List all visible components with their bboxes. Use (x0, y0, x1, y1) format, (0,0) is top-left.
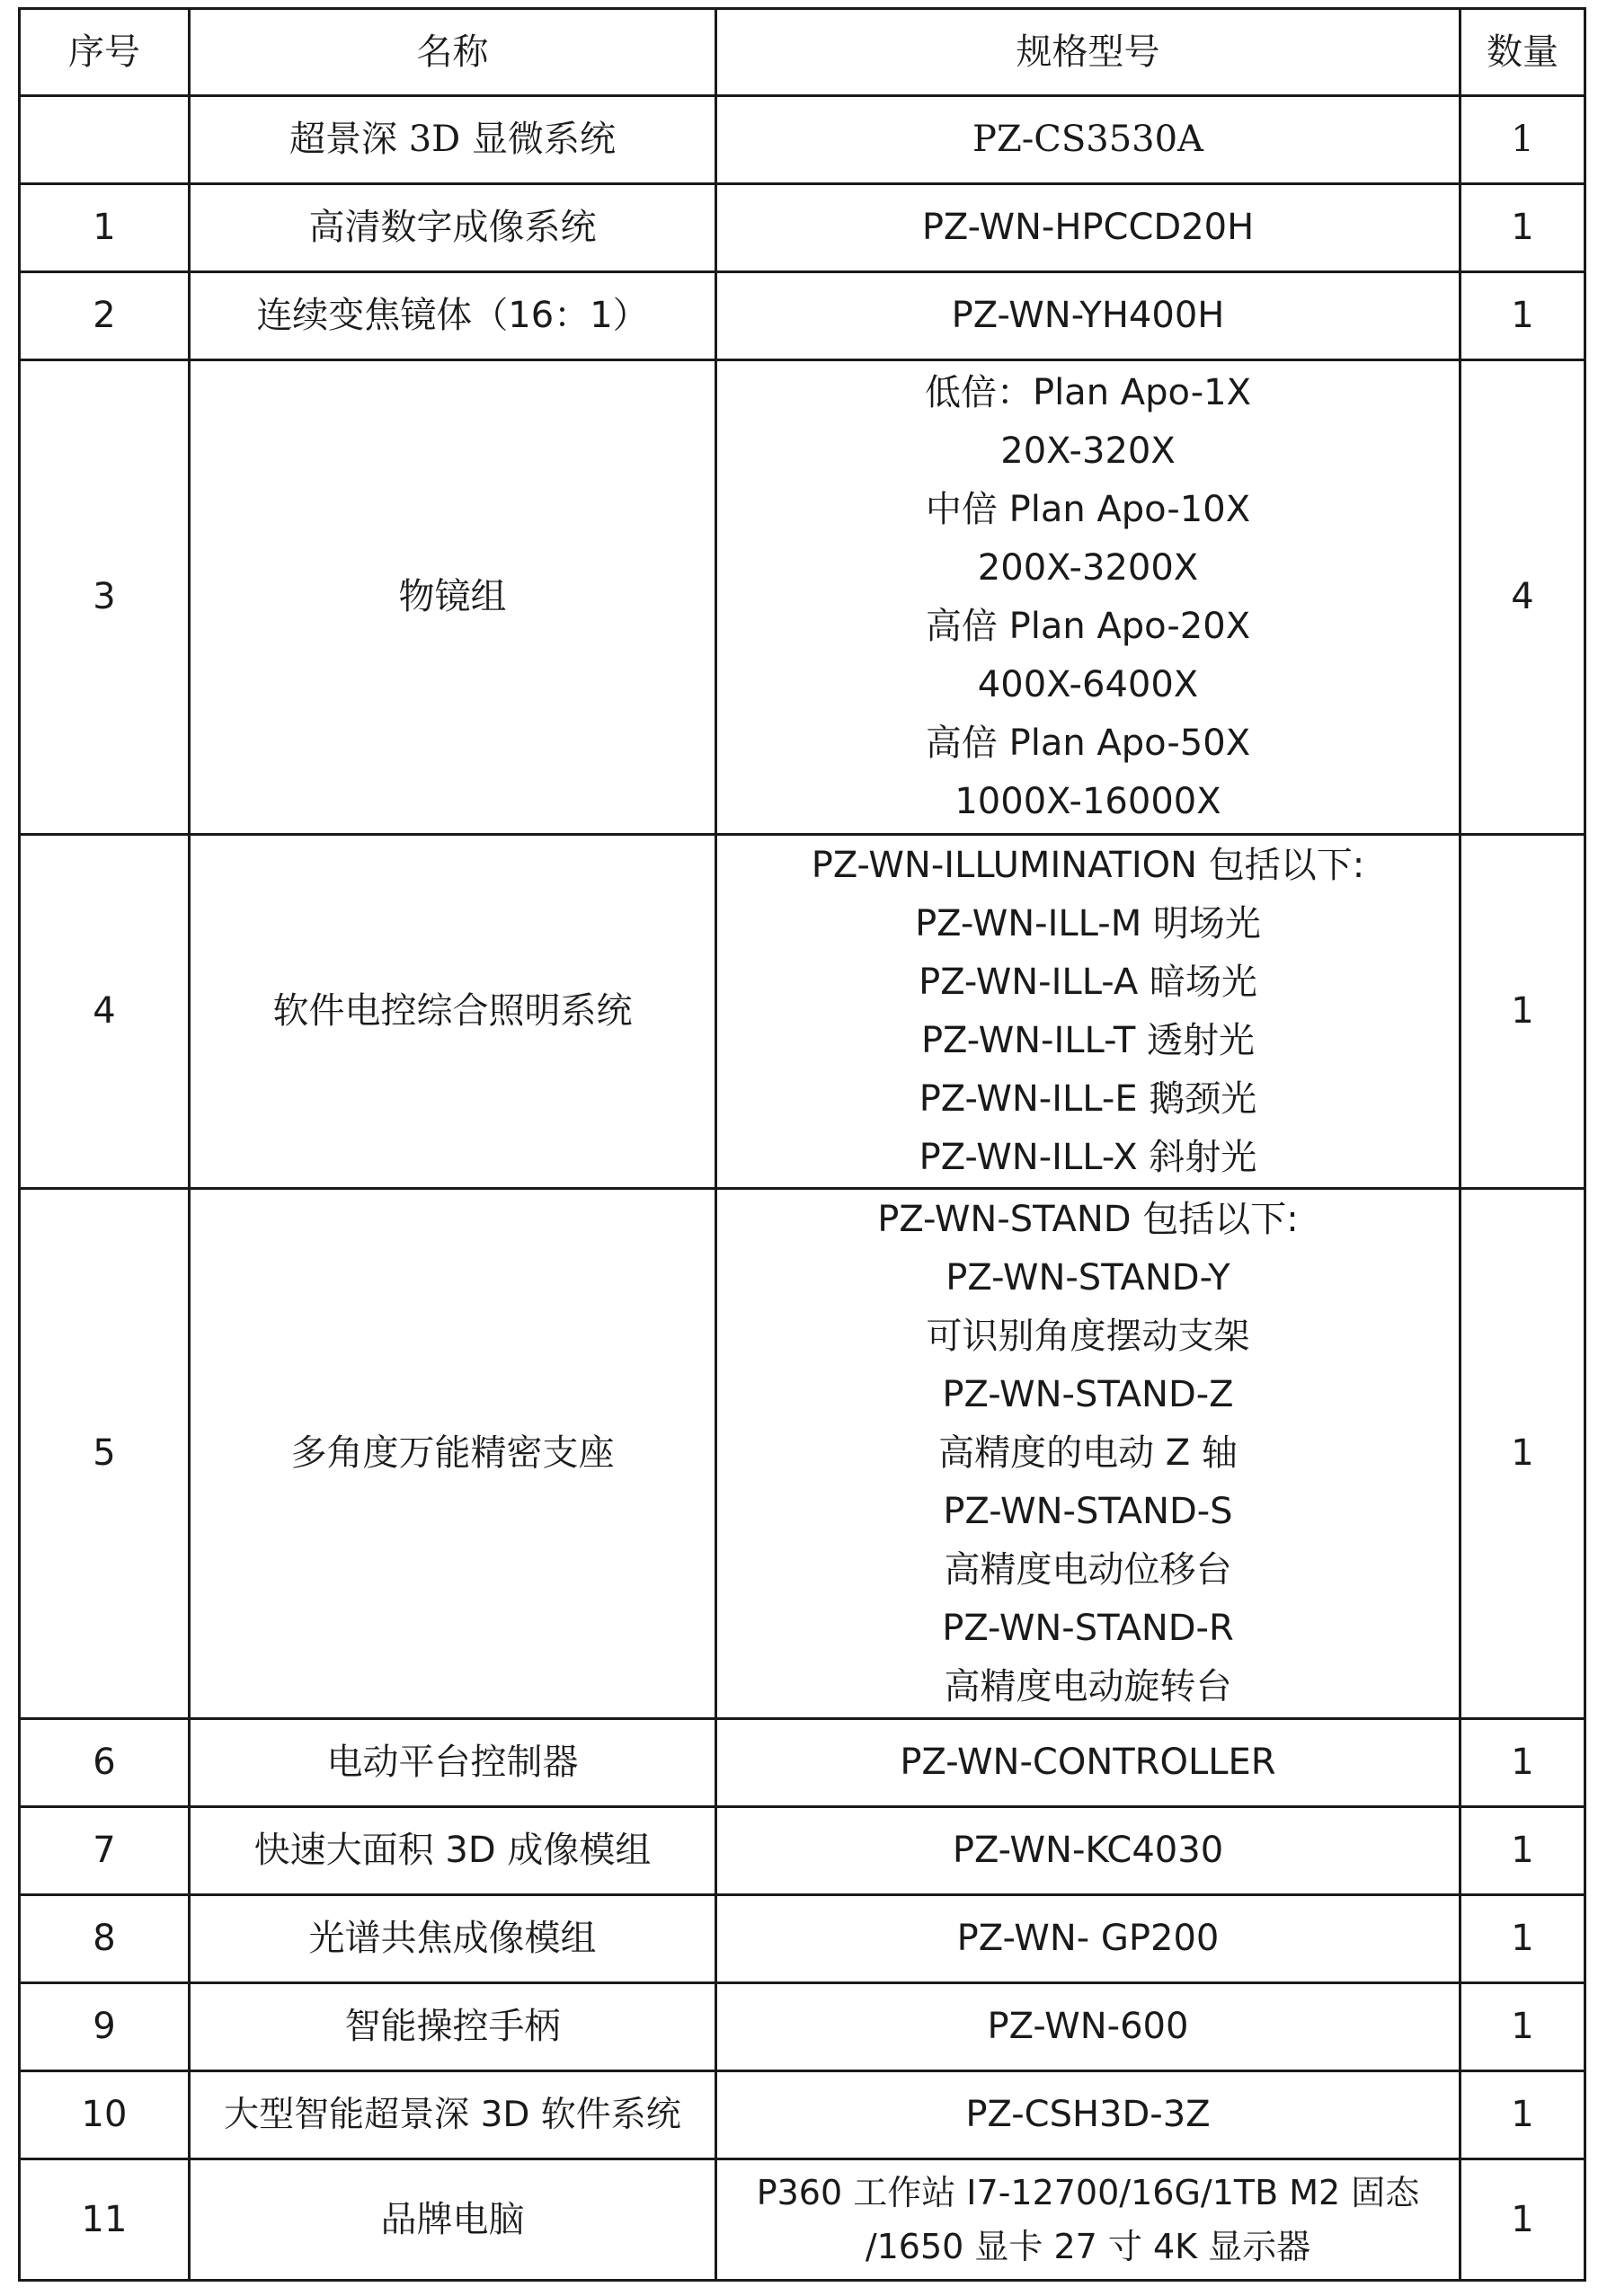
spec-line: 高倍 Plan Apo-20X (925, 605, 1251, 647)
header-name: 名称 (190, 9, 716, 96)
row-qty: 1 (1460, 1895, 1585, 1983)
row-spec (716, 96, 1460, 184)
spec-sheet (18, 7, 1584, 2286)
row-index: 5 (20, 1189, 190, 1719)
table-row (20, 1895, 1585, 1983)
table-row (20, 96, 1585, 184)
row-qty: 1 (1460, 2159, 1585, 2281)
header-qty: 数量 (1460, 9, 1585, 96)
spec-line: 400X-6400X (977, 663, 1199, 705)
spec-line: /1650 显卡 27 寸 4K 显示器 (865, 2227, 1311, 2266)
row-qty: 1 (1460, 835, 1585, 1189)
row-spec (716, 1895, 1460, 1983)
spec-line: PZ-WN-STAND-Z (942, 1374, 1234, 1415)
row-index: 8 (20, 1895, 190, 1983)
spec-line: 中倍 Plan Apo-10X (925, 488, 1251, 530)
spec-line: PZ-WN-STAND-R (942, 1608, 1234, 1649)
header-index: 序号 (20, 9, 190, 96)
spec-line: PZ-WN-YH400H (951, 295, 1225, 336)
table-row (20, 1189, 1585, 1719)
row-name: 高清数字成像系统 (190, 184, 716, 272)
row-qty: 1 (1460, 1719, 1585, 1807)
row-name: 多角度万能精密支座 (190, 1189, 716, 1719)
row-spec (716, 2071, 1460, 2159)
spec-line: 高精度的电动 Z 轴 (938, 1432, 1238, 1474)
spec-line: PZ-CS3530A (972, 119, 1203, 160)
spec-line: PZ-WN-ILL-A 暗场光 (919, 961, 1257, 1003)
row-index: 9 (20, 1983, 190, 2071)
spec-line: 可识别角度摆动支架 (926, 1316, 1250, 1357)
row-index: 10 (20, 2071, 190, 2159)
row-index: 2 (20, 272, 190, 360)
row-index: 3 (20, 360, 190, 835)
spec-line: 1000X-16000X (954, 780, 1221, 822)
spec-line: PZ-WN-ILL-X 斜射光 (919, 1136, 1257, 1178)
spec-line: 低倍：Plan Apo-1X (924, 371, 1252, 413)
row-spec (716, 360, 1460, 835)
row-qty: 1 (1460, 1807, 1585, 1895)
spec-line: P360 工作站 I7-12700/16G/1TB M2 固态 (756, 2173, 1420, 2212)
row-qty: 1 (1460, 1189, 1585, 1719)
row-index: 11 (20, 2159, 190, 2281)
spec-line: PZ-WN-ILLUMINATION 包括以下: (811, 844, 1365, 886)
row-name: 光谱共焦成像模组 (190, 1895, 716, 1983)
row-index: 6 (20, 1719, 190, 1807)
spec-line: 高倍 Plan Apo-50X (925, 722, 1251, 764)
row-qty: 4 (1460, 360, 1585, 835)
spec-line: PZ-CSH3D-3Z (965, 2094, 1211, 2135)
row-name: 大型智能超景深 3D 软件系统 (190, 2071, 716, 2159)
row-name: 超景深 3D 显微系统 (190, 96, 716, 184)
spec-line: 高精度电动旋转台 (944, 1666, 1232, 1707)
row-name: 快速大面积 3D 成像模组 (190, 1807, 716, 1895)
spec-line: PZ-WN-CONTROLLER (900, 1742, 1276, 1783)
table-row (20, 184, 1585, 272)
spec-line: PZ-WN-600 (987, 2006, 1189, 2047)
table-row (20, 2159, 1585, 2281)
table-row (20, 1983, 1585, 2071)
row-name: 连续变焦镜体（16：1） (190, 272, 716, 360)
row-spec (716, 1189, 1460, 1719)
row-spec (716, 835, 1460, 1189)
row-qty: 1 (1460, 184, 1585, 272)
spec-line: PZ-WN-ILL-T 透射光 (920, 1019, 1256, 1061)
spec-line: 20X-320X (1000, 430, 1176, 472)
table-row (20, 1719, 1585, 1807)
spec-line: PZ-WN-STAND-S (943, 1491, 1233, 1532)
row-index: 7 (20, 1807, 190, 1895)
row-spec (716, 1983, 1460, 2071)
row-qty: 1 (1460, 2071, 1585, 2159)
row-spec (716, 2159, 1460, 2281)
row-qty: 1 (1460, 272, 1585, 360)
table-row (20, 272, 1585, 360)
spec-line: 200X-3200X (977, 546, 1199, 589)
table-row (20, 835, 1585, 1189)
table-row (20, 2071, 1585, 2159)
row-name: 软件电控综合照明系统 (190, 835, 716, 1189)
spec-line: PZ-WN-STAND 包括以下: (877, 1199, 1299, 1240)
equipment-table (18, 7, 1586, 2282)
row-spec (716, 1719, 1460, 1807)
row-name: 智能操控手柄 (190, 1983, 716, 2071)
row-qty: 1 (1460, 96, 1585, 184)
row-name: 品牌电脑 (190, 2159, 716, 2281)
row-name: 电动平台控制器 (190, 1719, 716, 1807)
table-row (20, 1807, 1585, 1895)
spec-line: PZ-WN-STAND-Y (945, 1257, 1230, 1299)
spec-line: 高精度电动位移台 (944, 1549, 1232, 1591)
row-spec (716, 1807, 1460, 1895)
row-index: 4 (20, 835, 190, 1189)
header-row (20, 9, 1585, 96)
row-spec (716, 184, 1460, 272)
row-spec (716, 272, 1460, 360)
row-index (20, 96, 190, 184)
spec-line: PZ-WN-ILL-M 明场光 (915, 902, 1261, 944)
row-index: 1 (20, 184, 190, 272)
table-row (20, 360, 1585, 835)
header-spec: 规格型号 (716, 9, 1460, 96)
spec-line: PZ-WN-ILL-E 鹅颈光 (919, 1077, 1257, 1120)
row-qty: 1 (1460, 1983, 1585, 2071)
row-name: 物镜组 (190, 360, 716, 835)
spec-line: PZ-WN- GP200 (956, 1918, 1220, 1959)
spec-line: PZ-WN-HPCCD20H (921, 207, 1255, 248)
spec-line: PZ-WN-KC4030 (952, 1830, 1224, 1871)
